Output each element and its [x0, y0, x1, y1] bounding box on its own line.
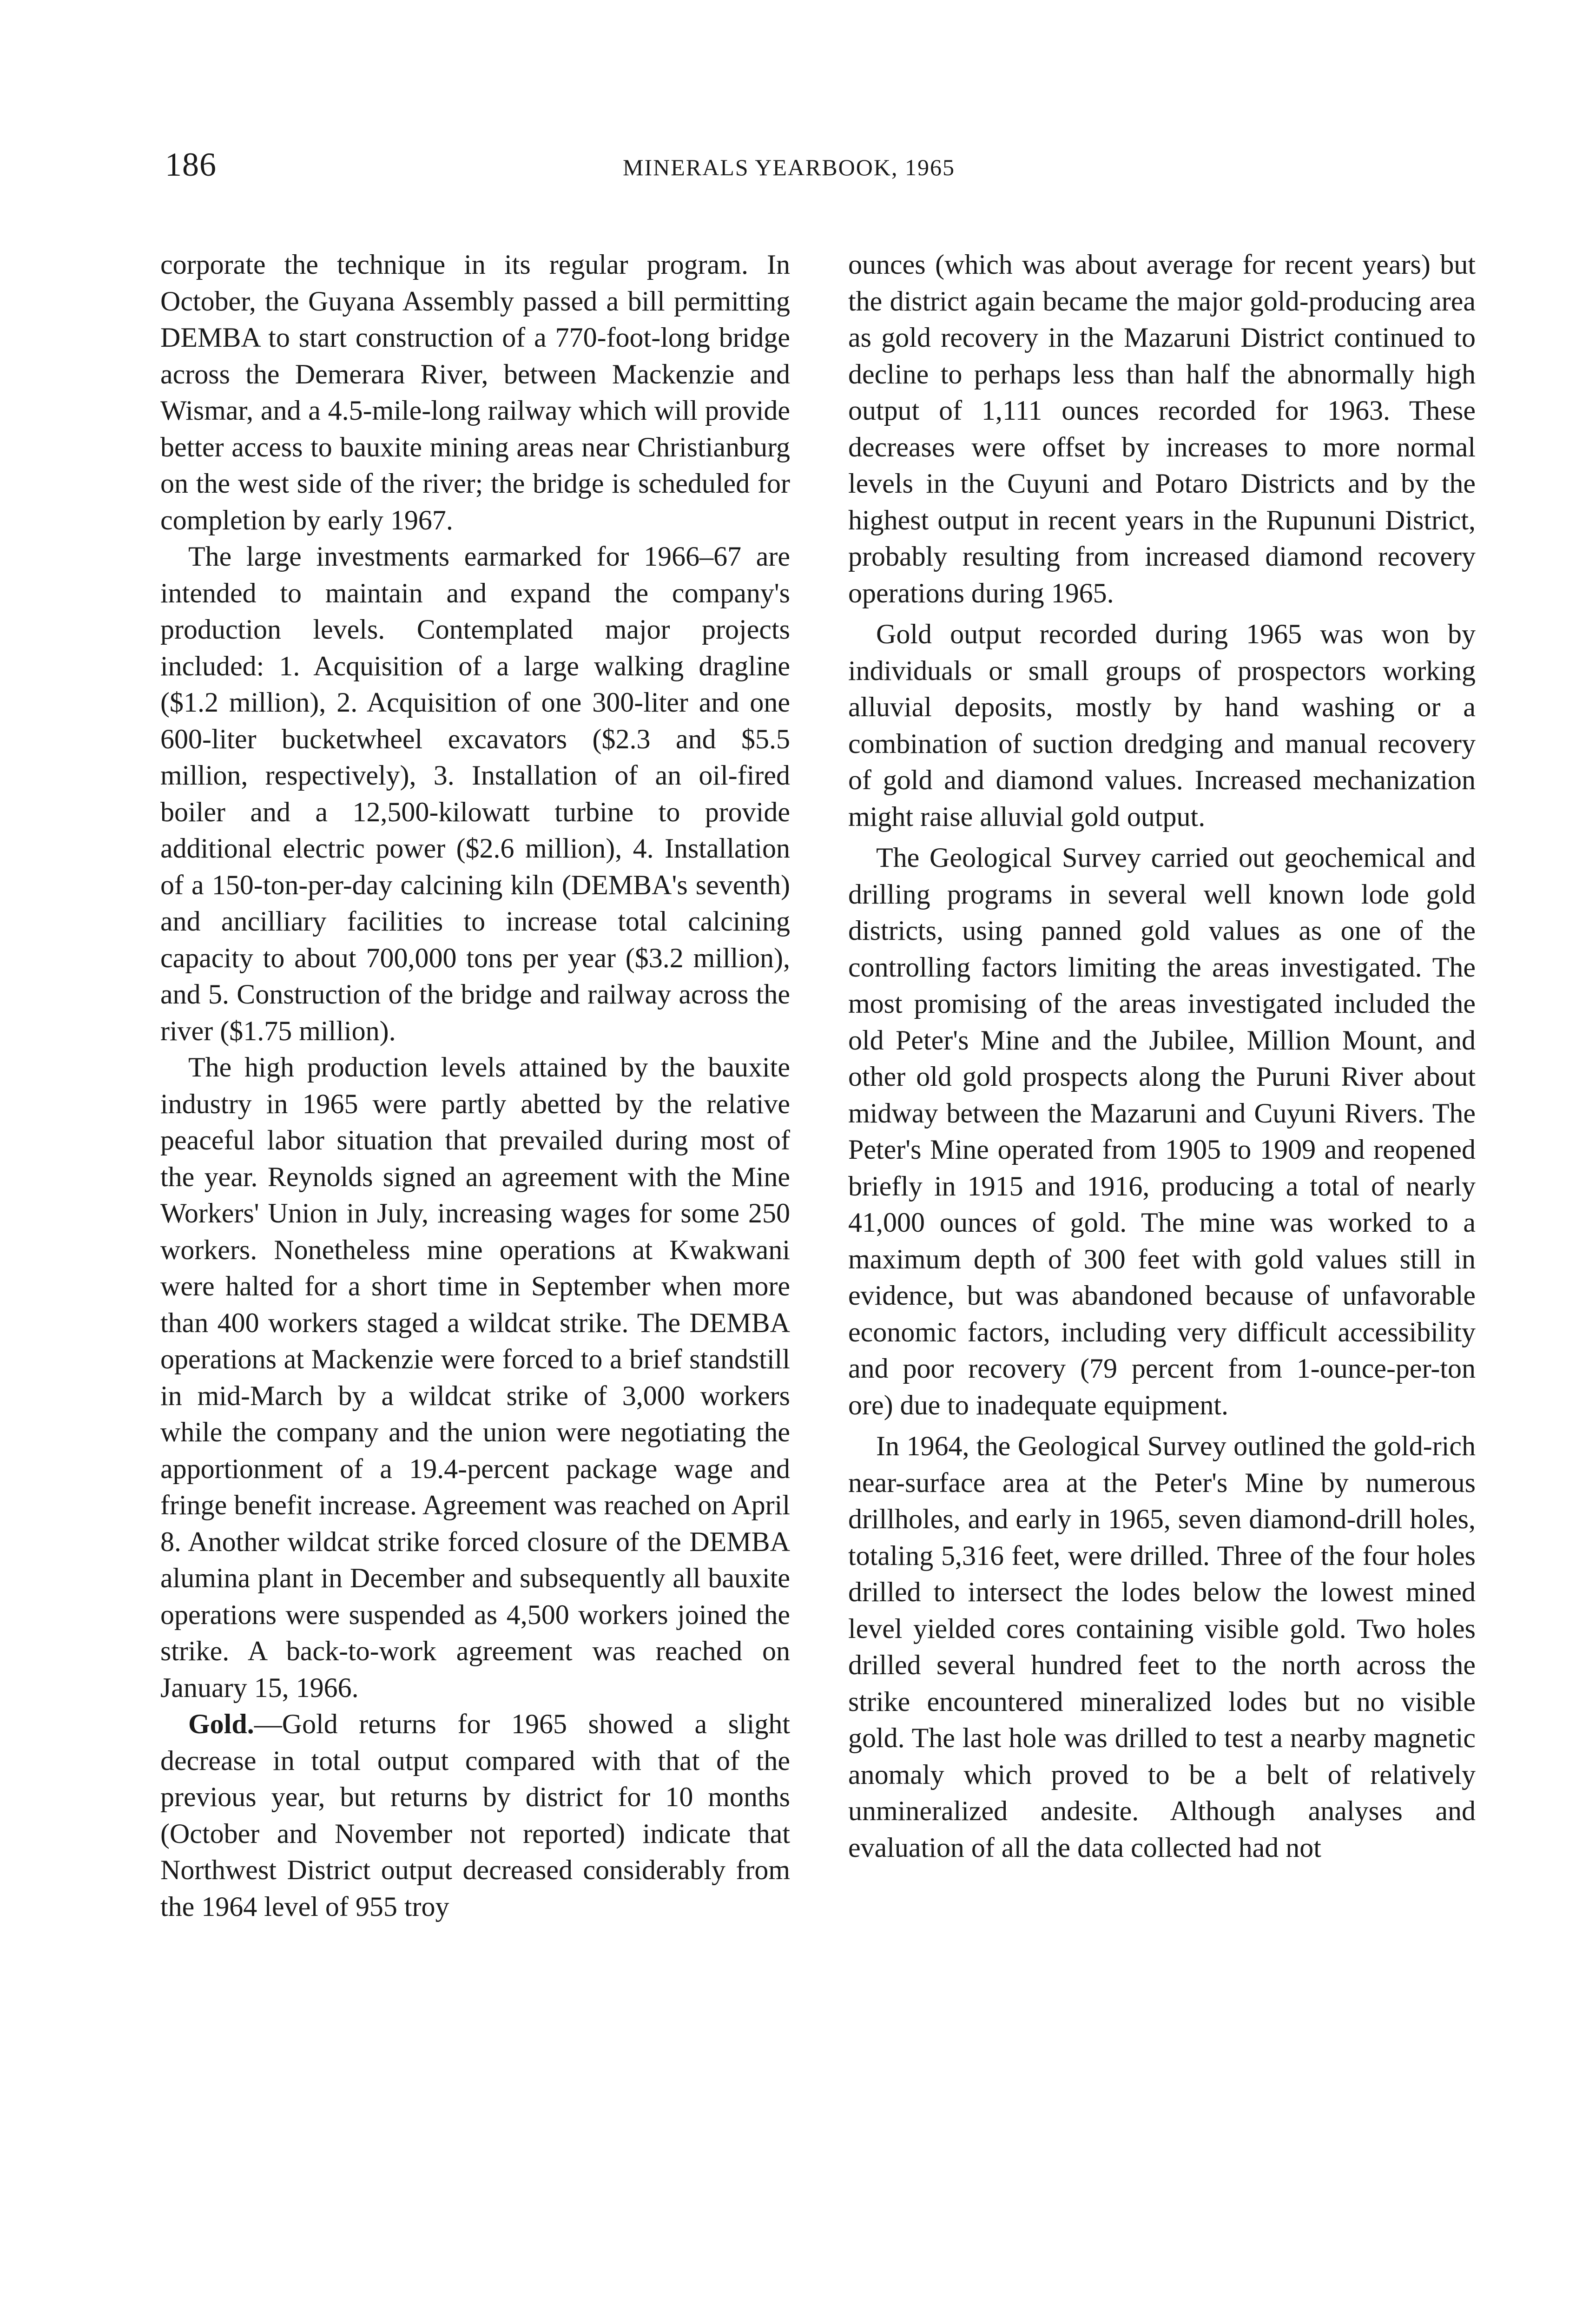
paragraph: corporate the technique in its regular program. In October, the Guyana Assembly passed a bill permitting DEMBA to start construction of a 770-foot-long bridge across the Demerara River, between Mackenzie and Wismar, and a 4.5-mile-long railway which will provide better access to bauxite mining areas near Christianburg on the west side of the river; the bridge is scheduled for completion by early 1967. [160, 249, 790, 535]
paragraph: Gold output recorded during 1965 was won by individuals or small groups of prospectors working alluvial deposits, mostly by hand washing or a combination of suction dredging and manual recovery of gold and diamond values. Increased mechanization might raise alluvial gold output. [848, 619, 1476, 832]
paragraph: The large investments earmarked for 1966–67 are intended to maintain and expand the company's production levels. Contemplated major projects included: 1. Acquisition of a large walking dragline ($1.2 million), 2. Acquisition of one 300-liter and one 600-liter bucketwheel excavators ($2.3 and $5.5 million, respectively), 3. Installation of an oil-fired boiler and a 12,500-kilowatt turbine to provide additional electric power ($2.6 million), 4. Installation of a 150-ton-per-day calcining kiln (DEMBA's seventh) and ancilliary facilities to increase total calcining capacity to about 700,000 tons per year ($3.2 million), and 5. Construction of the bridge and railway across the river ($1.75 million). [160, 541, 790, 1046]
paragraph: The Geological Survey carried out geochemical and drilling programs in several well known lode gold districts, using panned gold values as one of the controlling factors limiting the areas investigated. The most promising of the areas investigated included the old Peter's Mine and the Jubilee, Million Mount, and other old gold prospects along the Puruni River about midway between the Mazaruni and Cuyuni Rivers. The Peter's Mine operated from 1905 to 1909 and reopened briefly in 1915 and 1916, producing a total of nearly 41,000 ounces of gold. The mine was worked to a maximum depth of 300 feet with gold values still in evidence, but was abandoned because of unfavorable economic factors, including very difficult accessibility and poor recovery (79 percent from 1-ounce-per-ton ore) due to inadequate equipment. [848, 842, 1476, 1420]
paragraph: In 1964, the Geological Survey outlined the gold-rich near-surface area at the Peter's Mine by numerous drillholes, and early in 1965, seven diamond-drill holes, totaling 5,316 feet, were drilled. Three of the four holes drilled to intersect the lodes below the lowest mined level yielded cores containing visible gold. Two holes drilled several hundred feet to the north across the strike encountered mineralized lodes but no visible gold. The last hole was drilled to test a nearby magnetic anomaly which proved to be a belt of relatively unmineralized andesite. Although analyses and evaluation of all the data collected had not [848, 1431, 1476, 1863]
paragraph: ounces (which was about average for recent years) but the district again became the major gold-producing area as gold recovery in the Mazaruni District continued to decline to perhaps less than half the abnormally high output of 1,111 ounces recorded for 1963. These decreases were offset by increases to more normal levels in the Cuyuni and Potaro Districts and by the highest output in recent years in the Rupununi District, probably resulting from increased diamond recovery operations during 1965. [848, 249, 1476, 608]
paragraph: The high production levels attained by the bauxite industry in 1965 were partly abetted by the relative peaceful labor situation that prevailed during most of the year. Reynolds signed an agreement with the Mine Workers' Union in July, increasing wages for some 250 workers. Nonetheless mine operations at Kwakwani were halted for a short time in September when more than 400 workers staged a wildcat strike. The DEMBA operations at Mackenzie were forced to a brief standstill in mid-March by a wildcat strike of 3,000 workers while the company and the union were negotiating the apportionment of a 19.4-percent package wage and fringe benefit increase. Agreement was reached on April 8. Another wildcat strike forced closure of the DEMBA alumina plant in December and subsequently all bauxite operations were suspended as 4,500 workers joined the strike. A back-to-work agreement was reached on January 15, 1966. [160, 1052, 790, 1703]
page-number: 186 [165, 146, 217, 183]
paragraph-text: —Gold returns for 1965 showed a slight decrease in total output compared with that of the previous year, but returns by district for 10 months (October and November not reported) indicate that Northwest District output decreased considerably from the 1964 level of 955 troy [160, 1709, 790, 1922]
left-column [160, 246, 790, 1925]
paragraph-gold [160, 1706, 790, 1925]
right-column [848, 246, 1476, 1866]
run-in-heading: Gold. [188, 1709, 254, 1739]
running-title: MINERALS YEARBOOK, 1965 [623, 154, 955, 180]
